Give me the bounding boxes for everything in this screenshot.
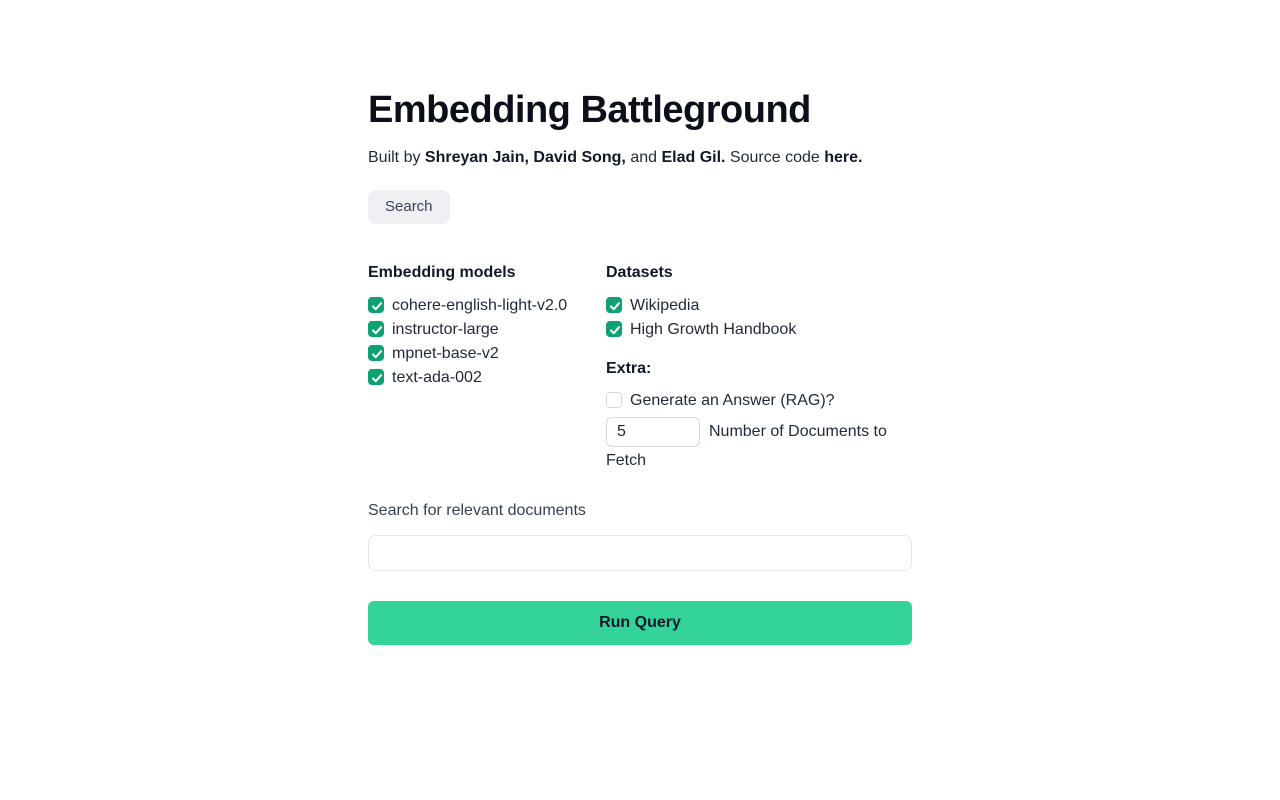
model-option-text-ada[interactable]: [368, 366, 570, 390]
search-query-input[interactable]: [368, 535, 912, 571]
num-docs-label: Number of Documents to Fetch: [606, 423, 887, 469]
datasets-heading: Datasets: [606, 264, 673, 281]
check-icon: [371, 324, 383, 336]
checkbox-icon[interactable]: [368, 369, 384, 385]
model-option-label: mpnet-base-v2: [392, 345, 499, 362]
check-icon: [609, 300, 621, 312]
extra-heading: Extra:: [606, 360, 652, 377]
tab-search[interactable]: Search: [368, 190, 450, 224]
byline: Built by Shreyan Jain, David Song, and Elad Gil. Source code here.: [368, 149, 863, 166]
model-option-label: cohere-english-light-v2.0: [392, 297, 568, 314]
model-option-label: text-ada-002: [392, 369, 482, 386]
check-icon: [609, 324, 621, 336]
checkbox-icon[interactable]: [606, 392, 622, 408]
author-shreyan-jain: Shreyan Jain,: [424, 149, 529, 166]
datasets-group: [606, 261, 912, 475]
rag-option-label: Generate an Answer (RAG)?: [630, 392, 835, 409]
check-icon: [371, 372, 383, 384]
rag-option[interactable]: [606, 389, 912, 413]
source-code-link[interactable]: here.: [824, 149, 863, 166]
page-title: Embedding Battleground: [368, 89, 811, 131]
tab-bar: [368, 190, 912, 224]
extra-section: [606, 357, 912, 475]
dataset-option-wikipedia[interactable]: [606, 294, 912, 318]
check-icon: [371, 300, 383, 312]
check-icon: [371, 348, 383, 360]
model-option-mpnet[interactable]: [368, 342, 570, 366]
byline-prefix: Built by: [368, 149, 425, 166]
main-content: [368, 0, 912, 645]
options-row: [368, 261, 912, 475]
num-docs-row: [606, 417, 912, 475]
embedding-models-heading: Embedding models: [368, 264, 516, 281]
num-docs-input[interactable]: [606, 417, 700, 447]
checkbox-icon[interactable]: [606, 297, 622, 313]
dataset-option-label: Wikipedia: [630, 297, 700, 314]
checkbox-icon[interactable]: [368, 297, 384, 313]
dataset-option-high-growth-handbook[interactable]: [606, 318, 912, 342]
author-elad-gil: Elad Gil.: [661, 149, 726, 166]
checkbox-icon[interactable]: [606, 321, 622, 337]
model-option-label: instructor-large: [392, 321, 499, 338]
checkbox-icon[interactable]: [368, 321, 384, 337]
author-david-song: David Song,: [533, 149, 626, 166]
embedding-models-group: [368, 261, 590, 475]
model-option-instructor[interactable]: [368, 318, 570, 342]
checkbox-icon[interactable]: [368, 345, 384, 361]
model-option-cohere[interactable]: [368, 294, 570, 318]
dataset-option-label: High Growth Handbook: [630, 321, 797, 338]
run-query-button[interactable]: Run Query: [368, 601, 912, 645]
search-query-label: Search for relevant documents: [368, 502, 586, 519]
